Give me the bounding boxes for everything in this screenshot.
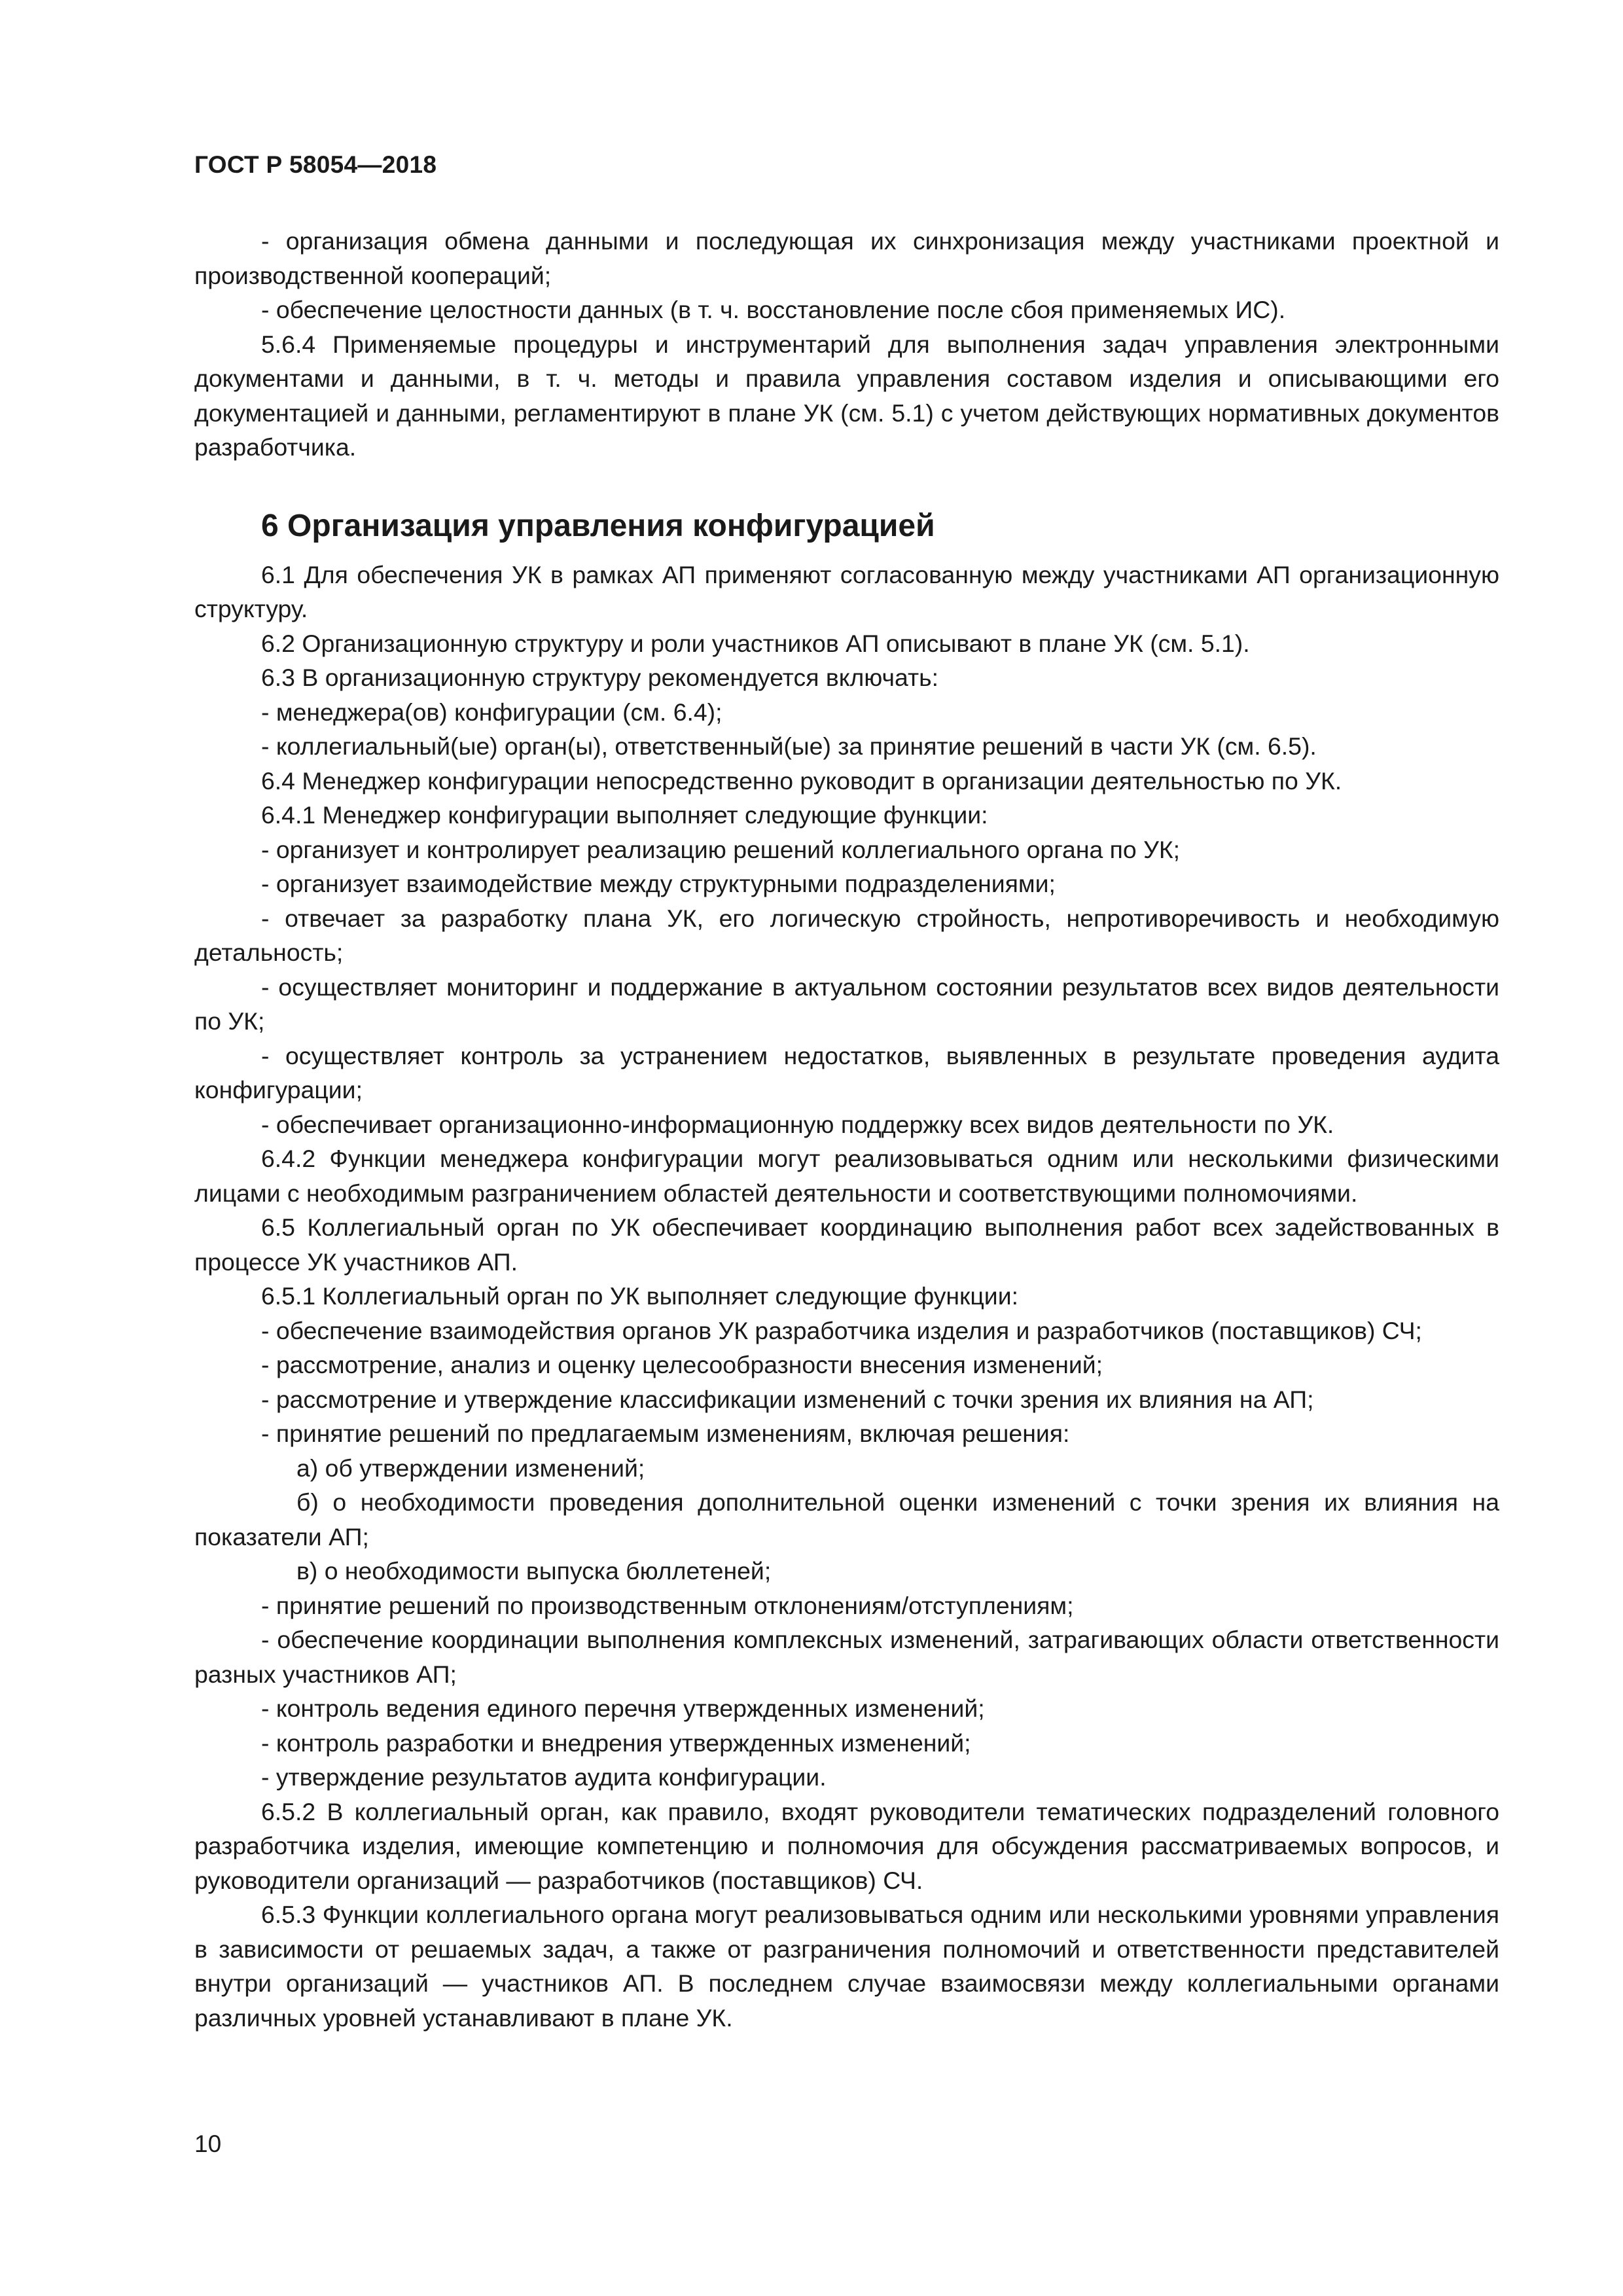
paragraph: 5.6.4 Применяемые процедуры и инструментарий для выполнения задач управления электронными документами и данными, в т. ч. методы и правила управления составом изделия и описывающими его документацией и данными, регламентируют в плане УК (см. 5.1) с учетом действующих нормативных документов разработчика. — [194, 330, 1499, 461]
list-item: - контроль разработки и внедрения утвержденных изменений; — [261, 1729, 971, 1757]
paragraph: 6.4.1 Менеджер конфигурации выполняет следующие функции: — [261, 801, 988, 829]
document-header: ГОСТ Р 58054—2018 — [194, 151, 437, 178]
list-item: - утверждение результатов аудита конфигурации. — [261, 1763, 827, 1791]
paragraph: 6.1 Для обеспечения УК в рамках АП применяют согласованную между участниками АП организационную структуру. — [194, 560, 1499, 622]
paragraph: 6.2 Организационную структуру и роли участников АП описывают в плане УК (см. 5.1). — [261, 629, 1250, 657]
list-item: - рассмотрение и утверждение классификации изменений с точки зрения их влияния на АП; — [261, 1385, 1314, 1413]
page-number: 10 — [194, 2130, 222, 2157]
paragraph: 6.4.2 Функции менеджера конфигурации могут реализовываться одним или несколькими физическими лицами с необходимым разграничением областей деятельности и соответствующими полномочиями. — [194, 1145, 1499, 1207]
list-item: - осуществляет контроль за устранением недостатков, выявленных в результате проведения аудита конфигурации; — [194, 1041, 1499, 1103]
paragraph: 6.4 Менеджер конфигурации непосредственно руководит в организации деятельностью по УК. — [261, 766, 1342, 795]
paragraph: 6.5.1 Коллегиальный орган по УК выполняет следующие функции: — [261, 1282, 1018, 1310]
list-item: - принятие решений по производственным отклонениям/отступлениям; — [261, 1591, 1074, 1619]
list-item: - обеспечение координации выполнения комплексных изменений, затрагивающих области ответственности разных участников АП; — [194, 1626, 1499, 1688]
list-item: - организует взаимодействие между структурными подразделениями; — [261, 870, 1056, 897]
paragraph: 6.5.2 В коллегиальный орган, как правило, входят руководители тематических подразделений головного разработчика изделия, имеющие компетенцию и полномочия для обсуждения рассматриваемых вопросов, и руководители организаций — разработчиков (поставщиков) СЧ. — [194, 1797, 1499, 1894]
paragraph: - организация обмена данными и последующая их синхронизация между участниками проектной и производственной коопераций; — [194, 227, 1499, 289]
list-item: - обеспечивает организационно-информационную поддержку всех видов деятельности по УК. — [261, 1110, 1334, 1138]
list-item: - принятие решений по предлагаемым изменениям, включая решения: — [261, 1420, 1070, 1447]
paragraph: 6.3 В организационную структуру рекомендуется включать: — [261, 664, 938, 691]
list-item: - менеджера(ов) конфигурации (см. 6.4); — [261, 698, 722, 726]
sub-list-item: б) о необходимости проведения дополнительной оценки изменений с точки зрения их влияния на показатели АП; — [194, 1488, 1499, 1551]
list-item: - осуществляет мониторинг и поддержание в актуальном состоянии результатов всех видов деятельности по УК; — [194, 973, 1499, 1035]
list-item: - контроль ведения единого перечня утвержденных изменений; — [261, 1695, 985, 1722]
sub-list-item: а) об утверждении изменений; — [296, 1454, 645, 1482]
section-heading: 6 Организация управления конфигурацией — [261, 508, 935, 543]
list-item: - обеспечение взаимодействия органов УК разработчика изделия и разработчиков (поставщиков) СЧ; — [261, 1316, 1422, 1344]
list-item: - отвечает за разработку плана УК, его логическую стройность, непротиворечивость и необходимую детальность; — [194, 904, 1499, 966]
paragraph: - обеспечение целостности данных (в т. ч. восстановление после сбоя применяемых ИС). — [261, 296, 1286, 323]
document-body — [194, 224, 1499, 2035]
paragraph: 6.5.3 Функции коллегиального органа могут реализовываться одним или несколькими уровнями управления в зависимости от решаемых задач, а также от разграничения полномочий и ответственности представителей внутри организаций — участников АП. В последнем случае взаимосвязи между коллегиальными органами различных уровней устанавливают в плане УК. — [194, 1901, 1499, 2032]
sub-list-item: в) о необходимости выпуска бюллетеней; — [296, 1557, 772, 1585]
paragraph: 6.5 Коллегиальный орган по УК обеспечивает координацию выполнения работ всех задействованных в процессе УК участников АП. — [194, 1213, 1499, 1276]
list-item: - коллегиальный(ые) орган(ы), ответственный(ые) за принятие решений в части УК (см. 6.5). — [261, 732, 1317, 760]
list-item: - рассмотрение, анализ и оценку целесообразности внесения изменений; — [261, 1351, 1103, 1378]
list-item: - организует и контролирует реализацию решений коллегиального органа по УК; — [261, 835, 1181, 863]
